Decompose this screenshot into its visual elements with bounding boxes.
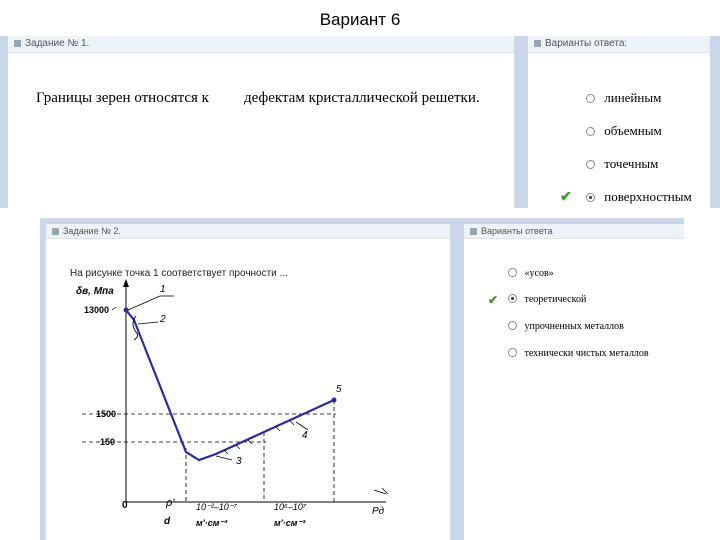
task1-question-panel [8, 36, 514, 208]
task2-answers-header [464, 224, 684, 239]
task2-header-label: Задание № 2. [63, 226, 121, 236]
x-range-1: 10⁻²–10⁻⁷ [196, 502, 237, 512]
task1-question-part2: дефектам кристаллической решетки. [244, 90, 480, 106]
task2-answers-panel [464, 224, 684, 540]
option-label: объемным [604, 123, 662, 138]
radio-button[interactable] [508, 321, 517, 330]
y-tick-150: 150 [100, 437, 116, 447]
y-axis-arrow [123, 279, 129, 287]
option-label: поверхностным [604, 189, 692, 204]
task2-option-3[interactable] [508, 321, 624, 332]
task1-answers-header-label: Варианты ответа: [545, 38, 628, 49]
task1-right-frame [710, 36, 720, 208]
task2-answers-header-label: Варианты ответа [481, 226, 553, 236]
task1-left-frame [0, 36, 8, 208]
strength-graph [46, 224, 450, 540]
x-label-d: d [164, 516, 171, 527]
y-axis-label: δв, Мпа [76, 286, 114, 297]
x-label-rho: ρ' [166, 497, 175, 509]
task1-answers-header [528, 36, 710, 53]
x-unit-2: м'·см⁻³ [274, 518, 306, 528]
point-label-1: 1 [160, 284, 166, 295]
radio-button[interactable] [508, 268, 517, 277]
y-tick-1500: 1500 [96, 409, 117, 419]
x-range-2: 10⁶–10⁷ [274, 502, 307, 512]
x-axis-end-label: Рд [372, 506, 385, 517]
task1-option-2[interactable] [586, 123, 662, 139]
task1-header-label: Задание № 1. [25, 38, 90, 49]
option-label: теоретической [524, 294, 587, 305]
option-label: технически чистых металлов [524, 348, 649, 359]
option-label: линейным [604, 90, 662, 105]
radio-button[interactable] [586, 160, 595, 169]
option-label: «усов» [524, 268, 554, 279]
radio-button[interactable] [586, 94, 595, 103]
task2-question-panel [46, 224, 450, 540]
task1-answers-panel [528, 36, 710, 208]
task2-checkmark-icon: ✔ [488, 293, 499, 307]
radio-button-selected[interactable] [508, 294, 517, 303]
slide-title: Вариант 6 [319, 10, 401, 29]
radio-button-selected[interactable] [586, 193, 595, 202]
task1-divider [514, 36, 528, 208]
task1-option-3[interactable] [586, 156, 658, 172]
task2-option-4[interactable] [508, 348, 649, 359]
radio-button[interactable] [508, 348, 517, 357]
point-label-2: 2 [160, 314, 166, 325]
x-unit-1: м'·см⁻³ [196, 518, 228, 528]
header-square-icon [470, 228, 477, 235]
option-label: упрочненных металлов [524, 321, 624, 332]
point-label-4: 4 [302, 430, 308, 441]
task2-option-1[interactable] [508, 268, 554, 279]
task1-checkmark-icon: ✔ [560, 188, 572, 204]
task2-question: На рисунке точка 1 соответствует прочности ... [70, 268, 288, 279]
task2-option-2[interactable] [508, 294, 586, 305]
option-label: точечным [604, 156, 659, 171]
task1-header [8, 36, 514, 53]
header-square-icon [14, 40, 21, 47]
header-square-icon [534, 40, 541, 47]
point-label-5: 5 [336, 384, 342, 395]
y-tick-13000: 13000 [84, 305, 110, 315]
origin-label: 0 [122, 500, 128, 511]
task1-option-1[interactable] [586, 90, 661, 106]
radio-button[interactable] [586, 127, 595, 136]
task1-option-4[interactable] [586, 189, 692, 205]
task1-question-part1: Границы зерен относятся к [36, 90, 209, 106]
point-label-3: 3 [236, 456, 242, 467]
